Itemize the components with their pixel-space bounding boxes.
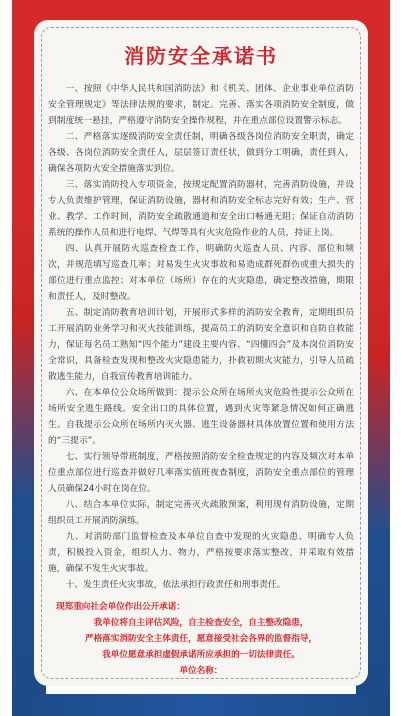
clause-2: 二、严格落实逐级消防安全责任制，明确各级各岗位消防安全职责，确定各级、各岗位消防安全责任人，层层签订责任状，做到分工明确，责任到人，确保各项防火安全措施落实到位。: [48, 132, 354, 174]
public-pledge: [48, 599, 354, 679]
document-title: 消防安全承诺书: [124, 44, 278, 68]
pledge-line-1: 我单位将自主评估风险，自主检查安全，自主整改隐患，: [93, 618, 309, 628]
clause-1: 一、按照《中华人民共和国消防法》和《机关、团体、企业事业单位消防安全管理规定》等法律法规的要求，制定。完善、落实各项消防安全制度，做到制度统一悬挂，严格遵守消防安全操作规程，并在重点部位设置警示标志。: [48, 84, 354, 126]
clause-5: 五、制定消防教育培训计划，开展形式多样的消防安全教育，定期组织员工开展消防业务学习和灭火技能训练，提高员工的消防安全意识和自防自救能力，保证每名员工熟知“四个能力”建设主要内容、“四懂四会”及本岗位消防安全常识，具备检查发现和整改火灾隐患能力，扑救初期火灾能力，引导人员疏散逃生能力，自我宣传教育培训能力。: [48, 308, 354, 382]
clause-10: 十、发生责任火灾事故，依法承担行政责任和刑事责任。: [65, 580, 286, 590]
pledge-line-3: 我单位愿意承担虚假承诺所应承担的一切法律责任。: [102, 650, 300, 660]
clause-7: 七、实行领导带班制度，严格按照消防安全检查规定的内容及频次对本单位重点部位进行巡查并做好几率落实值班夜查制度，消防安全重点部位的管理人员确保24小时在岗在位。: [48, 452, 354, 494]
document-panel: [34, 20, 368, 686]
pledge-heading: 现郑重向社会单位作出公开承诺：: [56, 602, 185, 612]
pledge-line-2: 严格落实消防安全主体责任，愿意接受社会各界的监督指导，: [84, 634, 318, 644]
clause-9: 九、对消防部门监督检查及本单位自查中发现的火灾隐患、明确专人负责，积极投入资金，组织人力、物力，严格按要求落实整改，并采取有效措施，确保不发生火灾事故。: [48, 532, 354, 574]
signature-label: 单位名称：: [179, 666, 223, 676]
clause-8: 八、结合本单位实际，制定完善灭火疏散预案，利用现有消防设施，定期组织员工开展消防演练。: [48, 500, 354, 526]
clause-4: 四、认真开展防火巡查检查工作，明确防火巡查人员、内容、部位和频次，并规范填写巡查几率；对易发生火灾事故和易造成群死群伤或重大损失的部位进行重点监控；对本单位（场所）存在的火灾隐患，确定整改措施，期限和责任人，及时整改。: [48, 244, 354, 302]
bottom-blue-band: [12, 694, 390, 716]
clause-3: 三、落实消防投入专项资金，按规定配置消防器材，完善消防设施，并设专人负责维护管理，保证消防设施，器材和消防安全标志完好有效；生产、营业、教学、工作时间，消防安全疏散通道和安全出口畅通无阻；保证自动消防系统的操作人员和进行电焊、气焊等具有火灾危险作业的人员，持证上岗。: [48, 180, 354, 238]
clause-6: 六、在本单位公众场所做到：提示公众所在场所火灾危险性提示公众所在场所安全逃生路线。安全出口的具体位置，遇到火灾等紧急情况如何正确逃生。自我提示公众所在场所内灭火器、逃生设备器材具体放置位置和使用方法的“三提示”。: [48, 388, 354, 446]
dashed-border-box: [41, 27, 361, 679]
